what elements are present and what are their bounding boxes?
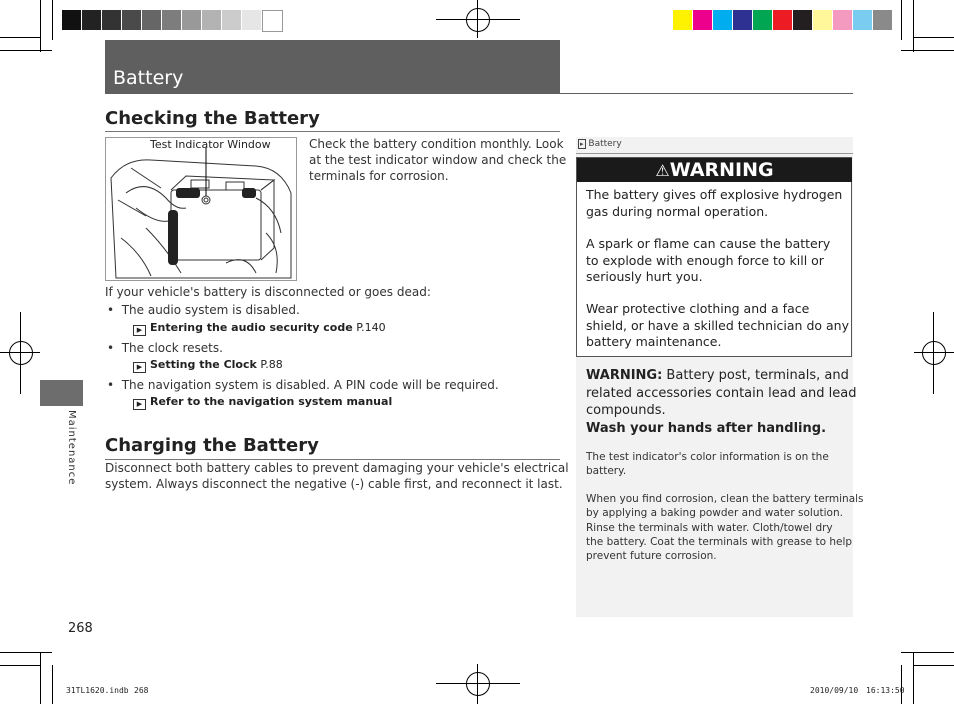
text-line: battery. [586, 465, 627, 477]
sidebar-note-1 [586, 450, 829, 478]
warning-para-2 [586, 236, 830, 286]
crop-mark [0, 37, 40, 38]
bullet-3 [107, 377, 499, 393]
text-line: by applying a baking powder and water solution. [586, 507, 843, 520]
crop-mark [901, 50, 954, 51]
color-swatch [853, 10, 872, 30]
crop-mark [901, 652, 954, 653]
figure-label: Test Indicator Window [150, 138, 271, 151]
warning-para-1 [586, 187, 842, 220]
registration-mark [914, 352, 954, 353]
reference-page: P.140 [356, 321, 386, 334]
registration-mark [466, 672, 490, 696]
color-swatch [833, 10, 852, 30]
text-line: The battery gives off explosive hydrogen [586, 187, 843, 202]
footer-file: 31TL1620.indb [66, 686, 129, 695]
gray-swatch [82, 10, 101, 30]
page-number: 268 [68, 621, 93, 636]
text-line: prevent future corrosion. [586, 550, 717, 563]
bullet-text: The clock resets. [121, 341, 223, 355]
sidebar-note-2 [586, 492, 864, 563]
header-rule [105, 93, 853, 94]
footer-date: 2010/09/10 [810, 686, 859, 695]
reference-link[interactable] [133, 395, 392, 409]
battery-illustration-drawing [106, 138, 296, 280]
reference-link[interactable] [133, 358, 283, 372]
registration-mark [933, 312, 934, 394]
crop-mark [52, 665, 53, 704]
sidebar-crumb-text: Battery [588, 139, 622, 149]
crop-mark [0, 50, 52, 51]
sidebar-crumb-rule [576, 153, 853, 154]
chapter-tab [40, 380, 83, 406]
text-line: A spark or flame can cause the battery [586, 236, 831, 251]
gray-swatch [162, 10, 181, 30]
text-line: to explode with enough force to kill or [586, 252, 824, 268]
reference-title: Refer to the navigation system manual [150, 395, 393, 408]
registration-mark [477, 664, 478, 704]
text-line: related accessories contain lead and lead [586, 385, 857, 401]
footer-time: 16:13:50 [866, 686, 905, 695]
registration-mark [436, 683, 520, 684]
gray-swatch [142, 10, 161, 30]
crop-mark [913, 652, 914, 704]
reference-page: P.88 [260, 358, 283, 371]
battery-illustration [105, 137, 297, 281]
bullet-text: The navigation system is disabled. A PIN code will be required. [121, 378, 499, 392]
text-line: When you find corrosion, clean the battery terminals [586, 493, 864, 505]
color-swatch [693, 10, 712, 30]
reference-title: Setting the Clock [150, 358, 257, 371]
reference-title: Entering the audio security code [150, 321, 353, 334]
bullet-dot: • [107, 303, 122, 317]
text-line: Check the battery condition monthly. Look [309, 137, 564, 151]
crop-mark [40, 0, 41, 52]
registration-mark [20, 312, 21, 394]
color-swatch [873, 10, 892, 30]
text-line: The test indicator's color information is on the [586, 451, 829, 463]
crop-mark [40, 652, 41, 704]
crop-mark [901, 665, 902, 704]
crop-mark [0, 652, 52, 653]
warning-header [577, 158, 852, 182]
lead-warning-label: WARNING: [586, 368, 663, 383]
footer-file-page: 268 [134, 686, 149, 695]
charging-text [105, 460, 569, 492]
crop-mark [913, 0, 914, 52]
page-title: Battery [113, 67, 184, 89]
sidebar-breadcrumb [578, 139, 622, 149]
reference-arrow-icon: ▶ [133, 399, 146, 410]
bullet-dot: • [107, 341, 122, 355]
gray-swatch [62, 10, 81, 30]
crop-mark [0, 665, 40, 666]
wash-hands-text: Wash your hands after handling. [586, 420, 827, 436]
color-swatch [793, 10, 812, 30]
text-line: Wear protective clothing and a face [586, 301, 810, 316]
color-swatch [733, 10, 752, 30]
color-swatch [713, 10, 732, 30]
section-title-checking: Checking the Battery [105, 108, 320, 129]
gray-swatch [242, 10, 261, 30]
gray-swatch [202, 10, 221, 30]
crop-mark [52, 0, 53, 40]
text-line: Battery post, terminals, and [662, 368, 849, 383]
reference-arrow-icon: ▶ [133, 325, 146, 336]
crop-mark [901, 0, 902, 40]
registration-mark [436, 19, 520, 20]
gray-swatch [122, 10, 141, 30]
color-swatch [813, 10, 832, 30]
warning-para-3 [586, 301, 849, 351]
color-swatch [673, 10, 692, 30]
text-line: the battery. Coat the terminals with grease to help [586, 535, 853, 548]
text-line: terminals for corrosion. [309, 169, 449, 183]
gray-swatch [182, 10, 201, 30]
gray-swatch [102, 10, 121, 30]
warning-title: WARNING [669, 159, 774, 181]
reference-arrow-icon: ▶ [133, 362, 146, 373]
bullet-text: The audio system is disabled. [121, 303, 300, 317]
dead-battery-text: If your vehicle's battery is disconnected or goes dead: [105, 285, 431, 299]
section-title-charging: Charging the Battery [105, 435, 319, 456]
chapter-tab-label: Maintenance [66, 410, 77, 486]
text-line: gas during normal operation. [586, 203, 769, 219]
registration-mark [9, 341, 33, 365]
color-swatch [753, 10, 772, 30]
registration-mark [922, 341, 946, 365]
bullet-dot: • [107, 378, 122, 392]
bullet-2 [107, 340, 223, 356]
gray-swatch [262, 10, 283, 32]
warning-triangle-icon: ⚠ [655, 161, 670, 180]
bullet-1 [107, 302, 300, 318]
crop-mark [914, 665, 954, 666]
text-line: at the test indicator window and check the [309, 153, 567, 167]
gray-swatch [222, 10, 241, 30]
check-intro [309, 136, 566, 184]
lead-warning [586, 367, 857, 437]
crop-mark [914, 37, 954, 38]
text-line: system. Always disconnect the negative (-) cable first, and reconnect it last. [105, 477, 563, 491]
section-rule [105, 131, 560, 132]
sidebar-crumb-icon: ▸ [580, 140, 584, 148]
text-line: seriously hurt you. [586, 269, 703, 284]
text-line: battery maintenance. [586, 334, 722, 349]
text-line: compounds. [586, 403, 666, 418]
color-swatch [773, 10, 792, 30]
text-line: Disconnect both battery cables to prevent damaging your vehicle's electrical [105, 461, 569, 475]
registration-mark [466, 8, 490, 32]
text-line: Rinse the terminals with water. Cloth/towel dry [586, 521, 833, 534]
reference-link[interactable] [133, 321, 386, 335]
text-line: shield, or have a skilled technician do any [586, 317, 849, 333]
registration-mark [477, 0, 478, 38]
